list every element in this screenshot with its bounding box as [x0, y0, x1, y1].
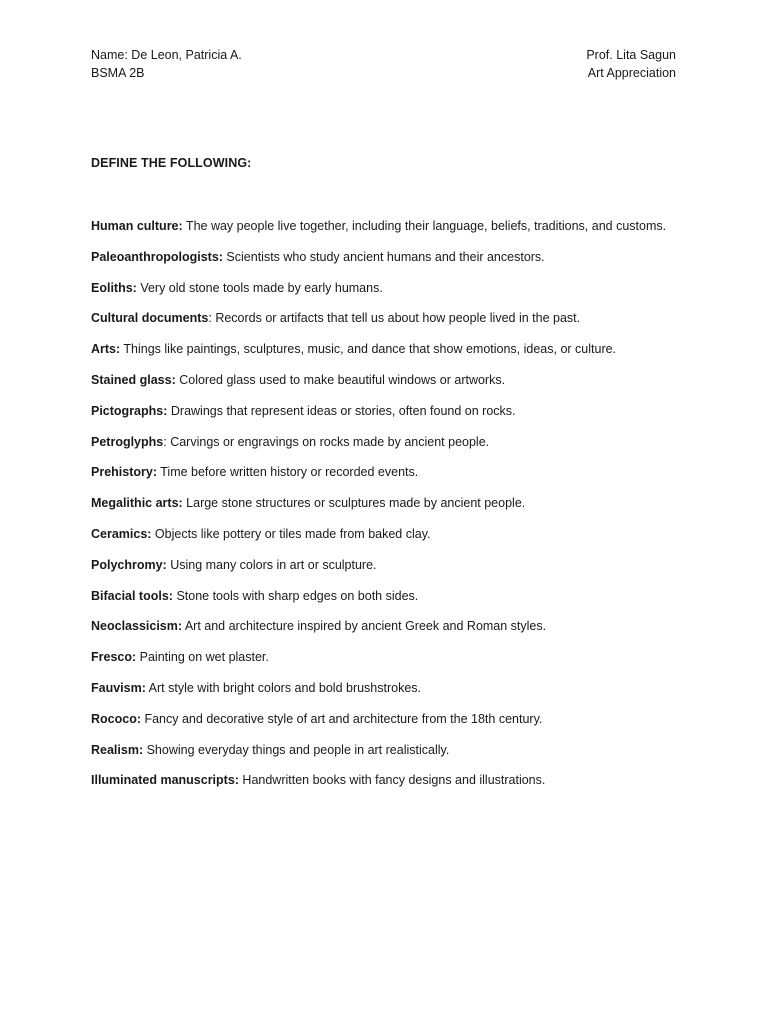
definition-term: Fauvism: — [91, 680, 146, 695]
definition-item — [91, 278, 681, 299]
definition-item — [91, 524, 681, 545]
definition-item — [91, 432, 681, 453]
definition-item — [91, 339, 681, 360]
definition-text: Drawings that represent ideas or stories, often found on rocks. — [167, 403, 516, 418]
definition-item — [91, 462, 681, 483]
definition-term: Petroglyphs — [91, 434, 164, 449]
definition-term: Illuminated manuscripts: — [91, 773, 239, 788]
definition-item — [91, 401, 681, 422]
definition-item — [91, 770, 681, 791]
definition-text: Things like paintings, sculptures, music, and dance that show emotions, ideas, or culture. — [120, 342, 617, 357]
definition-term: Fresco: — [91, 650, 137, 665]
definition-text: Large stone structures or sculptures made by ancient people. — [182, 496, 526, 511]
definition-item — [91, 678, 681, 699]
student-info — [91, 46, 242, 82]
definition-text: Using many colors in art or sculpture. — [166, 557, 377, 572]
definition-term: Paleoanthropologists: — [91, 249, 223, 264]
definition-text: Very old stone tools made by early humans. — [136, 280, 383, 295]
student-name: Name: De Leon, Patricia A. — [91, 48, 242, 62]
definition-text: Handwritten books with fancy designs and illustrations. — [238, 773, 546, 788]
definition-item — [91, 647, 681, 668]
definition-text: : Carvings or engravings on rocks made by ancient people. — [163, 434, 490, 449]
definition-item — [91, 216, 681, 237]
definition-term: Cultural documents — [91, 311, 209, 326]
course-info — [586, 46, 676, 82]
definition-term: Ceramics: — [91, 526, 152, 541]
definition-term: Human culture: — [91, 219, 183, 233]
definition-item — [91, 493, 681, 514]
course-name: Art Appreciation — [587, 66, 676, 80]
definition-item — [91, 555, 681, 576]
definition-term: Pictographs: — [91, 403, 168, 418]
definition-item — [91, 709, 681, 730]
definition-text: Colored glass used to make beautiful windows or artworks. — [175, 372, 506, 387]
definition-term: Prehistory: — [91, 465, 157, 480]
definition-text: : Records or artifacts that tell us about how people lived in the past. — [208, 311, 581, 326]
definition-term: Bifacial tools: — [91, 588, 173, 603]
definition-text: Art and architecture inspired by ancient Greek and Roman styles. — [182, 619, 547, 634]
definition-item — [91, 740, 681, 761]
definition-text: Stone tools with sharp edges on both sides. — [172, 588, 419, 603]
definition-text: Fancy and decorative style of art and architecture from the 18th century. — [141, 711, 543, 726]
definition-text: Objects like pottery or tiles made from baked clay. — [151, 526, 431, 541]
definition-item — [91, 308, 681, 329]
student-section: BSMA 2B — [91, 66, 145, 80]
definition-text: Art style with bright colors and bold brushstrokes. — [145, 680, 422, 695]
definition-text: Time before written history or recorded events. — [157, 465, 419, 480]
definition-term: Eoliths: — [91, 280, 137, 295]
definition-term: Polychromy: — [91, 557, 167, 572]
definition-item — [91, 370, 681, 391]
definition-item — [91, 247, 681, 268]
section-heading: DEFINE THE FOLLOWING: — [91, 156, 252, 170]
definition-term: Neoclassicism: — [91, 619, 183, 634]
definition-term: Stained glass: — [91, 372, 176, 387]
definition-item — [91, 616, 681, 637]
definition-item — [91, 586, 681, 607]
definition-text: Showing everyday things and people in art realistically. — [143, 742, 450, 757]
definition-term: Realism: — [91, 742, 144, 757]
definition-text: The way people live together, including their language, beliefs, traditions, and customs. — [182, 219, 667, 233]
definition-term: Arts: — [91, 342, 121, 357]
definition-text: Painting on wet plaster. — [136, 650, 269, 665]
definition-term: Rococo: — [91, 711, 141, 726]
definitions-list — [91, 216, 681, 801]
definition-text: Scientists who study ancient humans and their ancestors. — [222, 249, 545, 264]
definition-term: Megalithic arts: — [91, 496, 183, 511]
professor-name: Prof. Lita Sagun — [586, 48, 676, 62]
